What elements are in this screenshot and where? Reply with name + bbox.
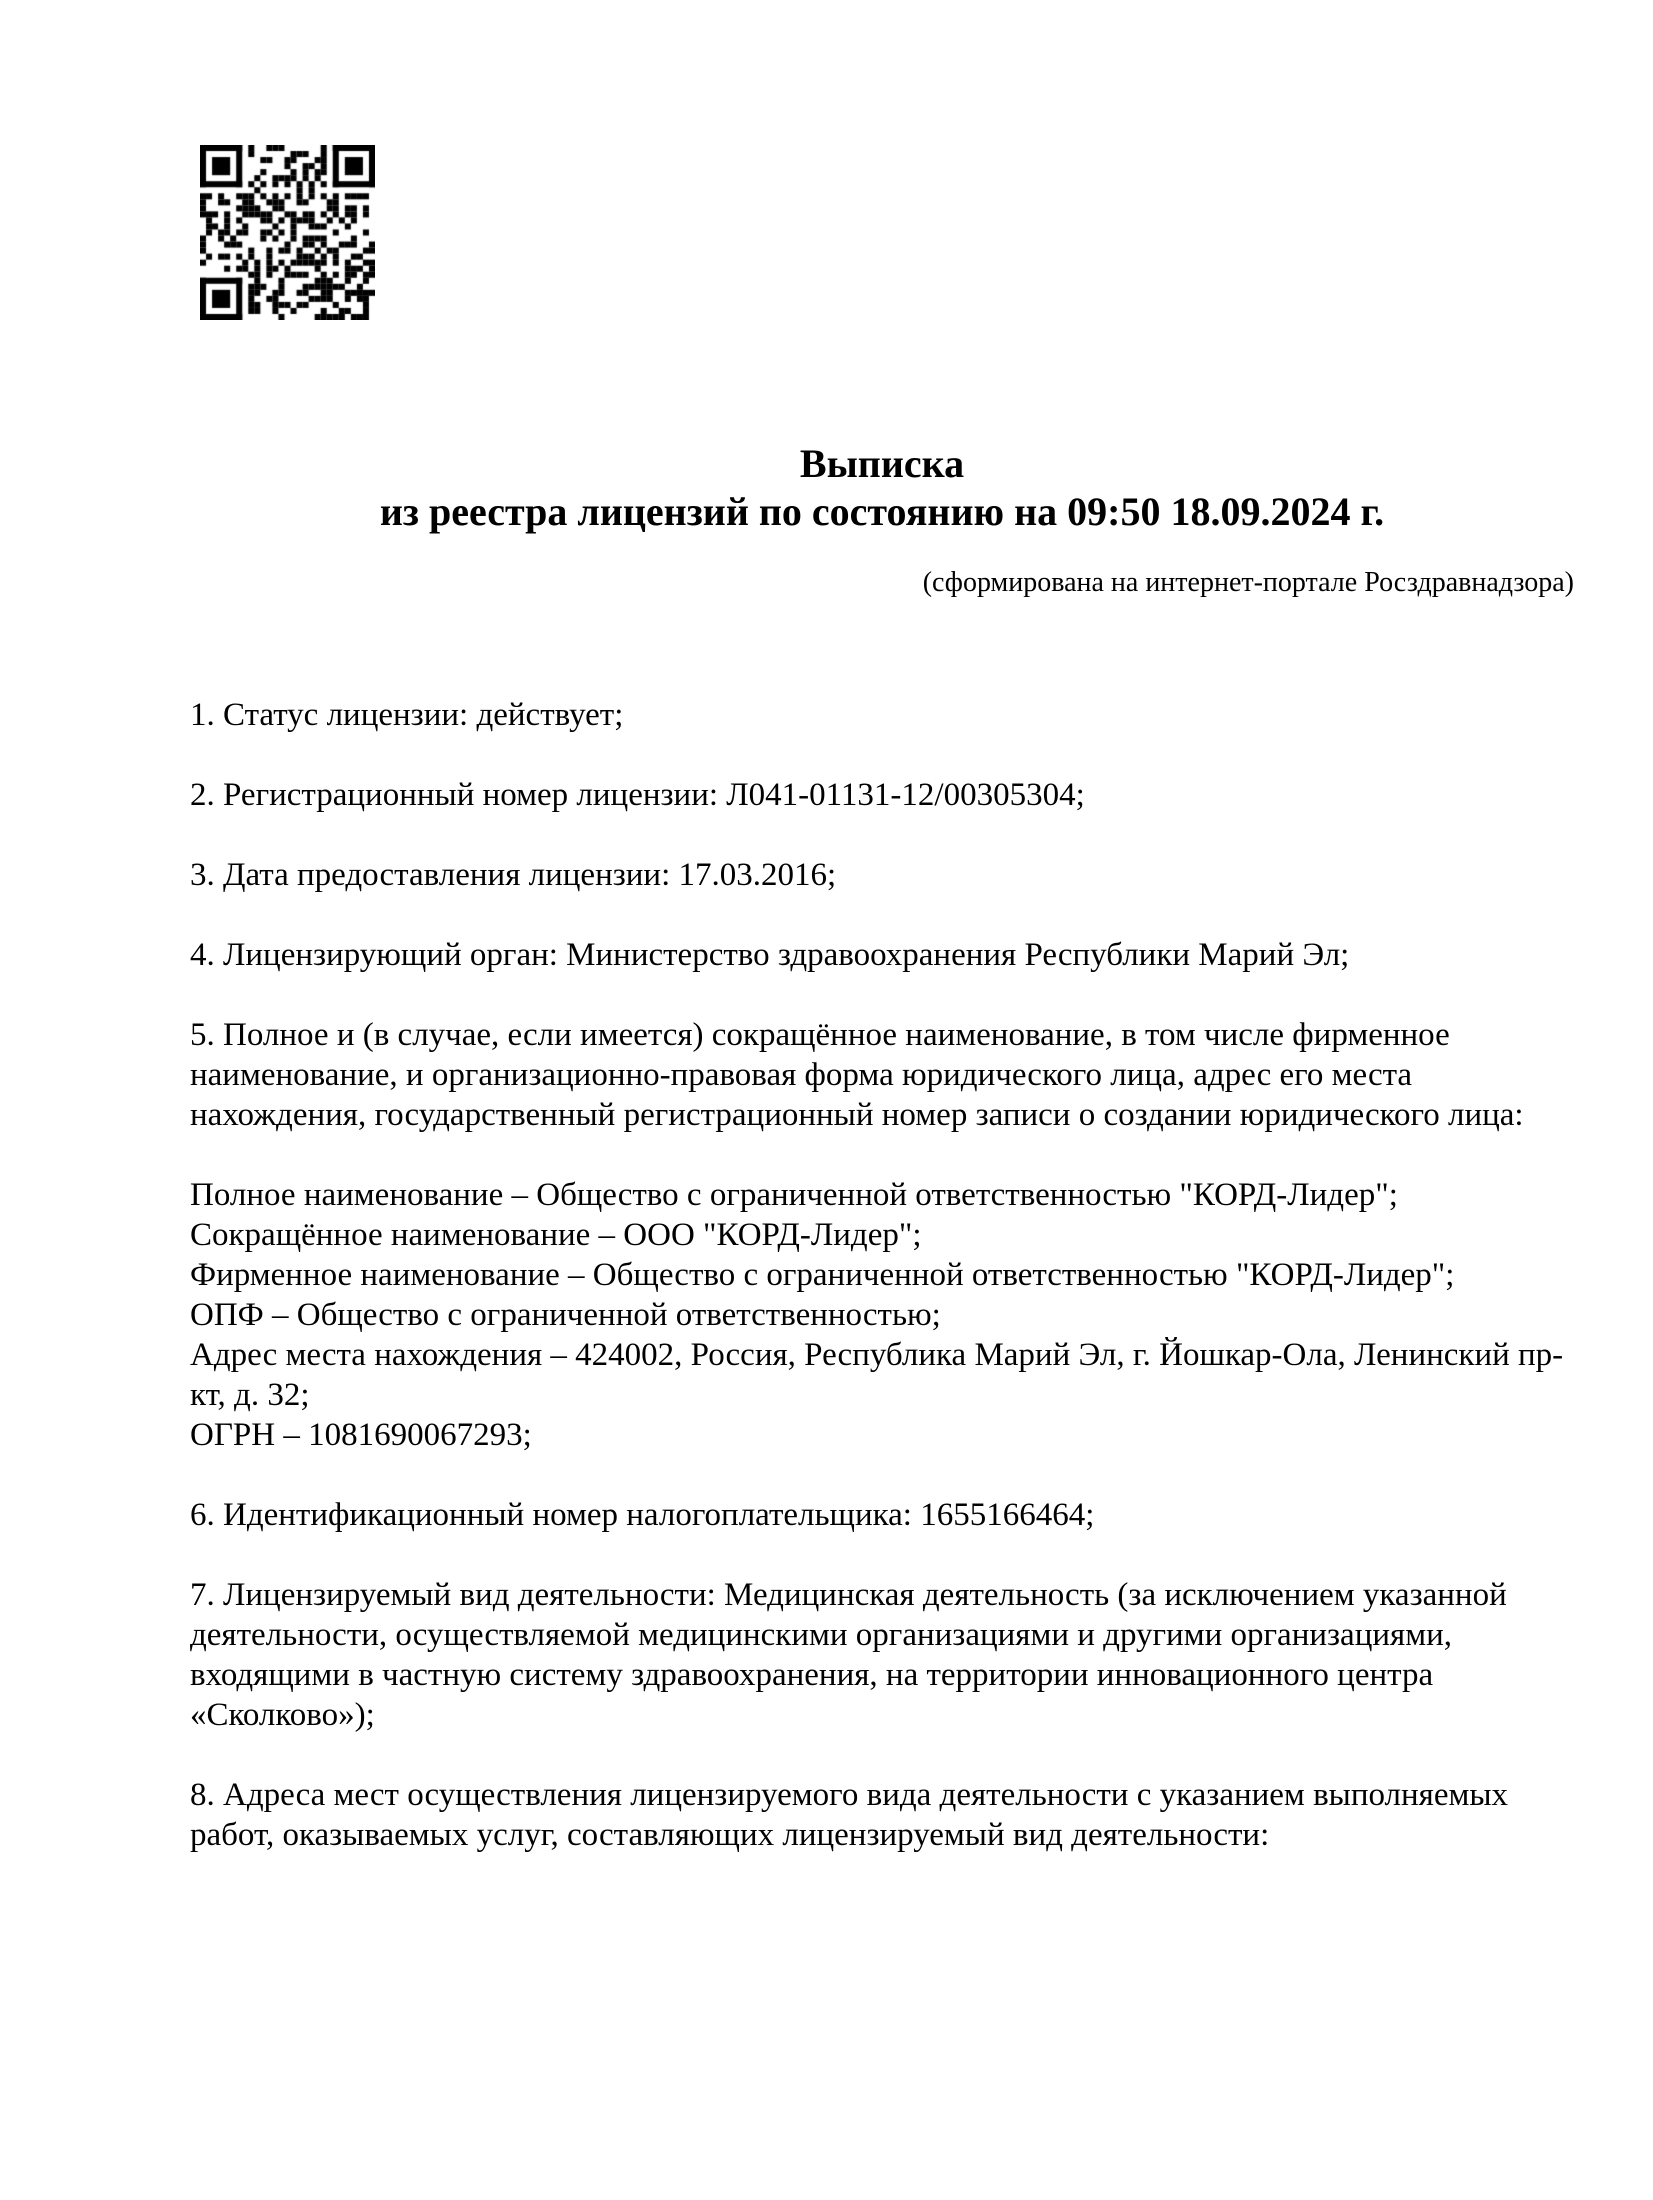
paragraph-company-naming-intro: 5. Полное и (в случае, если имеется) сокращённое наименование, в том числе фирменное наименование, и организационно-правовая форма юридического лица, адрес его места нахождения, государственный регистрационный номер записи о создании юридического лица:: [190, 1017, 1524, 1133]
company-short-name: Сокращённое наименование – ООО "КОРД-Лидер";: [190, 1217, 922, 1253]
paragraph-activity-addresses: 8. Адреса мест осуществления лицензируемого вида деятельности с указанием выполняемых работ, оказываемых услуг, составляющих лицензируемый вид деятельности:: [190, 1777, 1509, 1853]
document-subtitle: (сформирована на интернет-портале Росздравнадзора): [922, 567, 1574, 598]
paragraph-registration-number: 2. Регистрационный номер лицензии: Л041-01131-12/00305304;: [190, 777, 1085, 813]
company-legal-form: ОПФ – Общество с ограниченной ответственностью;: [190, 1297, 941, 1333]
document-title-line2: из реестра лицензий по состоянию на 09:50 18.09.2024 г.: [379, 489, 1385, 534]
document-content: [0, 440, 1653, 1855]
company-address: Адрес места нахождения – 424002, Россия, Республика Марий Эл, г. Йошкар-Ола, Ленинский пр-кт, д. 32;: [190, 1337, 1564, 1413]
qr-code: [200, 145, 375, 320]
paragraph-licensing-authority: 4. Лицензирующий орган: Министерство здравоохранения Республики Марий Эл;: [190, 937, 1350, 973]
paragraph-inn: 6. Идентификационный номер налогоплательщика: 1655166464;: [190, 1497, 1095, 1533]
company-full-name: Полное наименование – Общество с ограниченной ответственностью "КОРД-Лидер";: [190, 1177, 1398, 1213]
company-details-block: [190, 1175, 1574, 1455]
paragraph-license-status: 1. Статус лицензии: действует;: [190, 697, 624, 733]
paragraph-licensed-activity: 7. Лицензируемый вид деятельности: Медицинская деятельность (за исключением указанной деятельности, осуществляемой медицинскими организациями и другими организациями, входящими в частную систему здравоохранения, на территории инновационного центра «Сколково»);: [190, 1577, 1507, 1733]
document-title: Выписка: [799, 441, 965, 486]
company-brand-name: Фирменное наименование – Общество с ограниченной ответственностью "КОРД-Лидер";: [190, 1257, 1455, 1293]
paragraph-license-date: 3. Дата предоставления лицензии: 17.03.2016;: [190, 857, 837, 893]
company-ogrn: ОГРН – 1081690067293;: [190, 1417, 532, 1453]
